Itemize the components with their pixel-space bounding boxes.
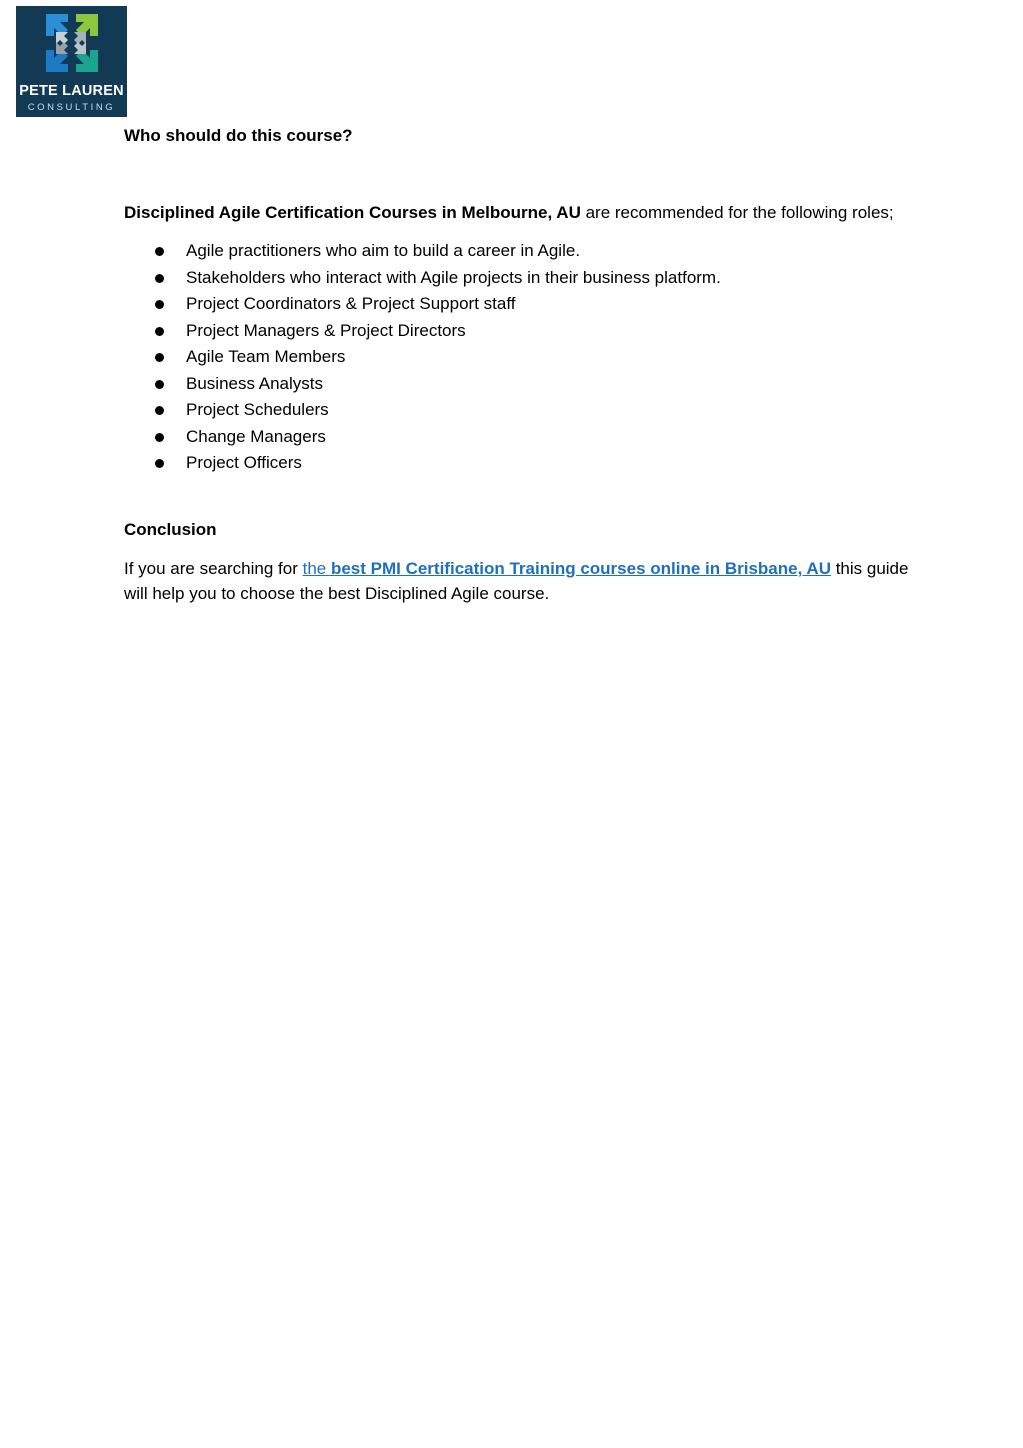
bullet-icon <box>155 353 164 362</box>
pmi-training-link[interactable] <box>303 559 831 578</box>
link-bold-text: best PMI Certification Training courses online in Brisbane, AU <box>330 559 831 578</box>
conclusion-text-before: If you are searching for <box>124 559 303 578</box>
list-item <box>124 373 721 400</box>
list-item-text: Project Schedulers <box>186 400 329 419</box>
bullet-icon <box>155 406 164 415</box>
bullet-icon <box>155 380 164 389</box>
bullet-icon <box>155 433 164 442</box>
list-item <box>124 346 721 373</box>
list-item <box>124 320 721 347</box>
bullet-icon <box>155 327 164 336</box>
bullet-icon <box>155 274 164 283</box>
list-item-text: Project Coordinators & Project Support staff <box>186 294 516 313</box>
company-logo <box>16 6 127 117</box>
bullet-icon <box>155 300 164 309</box>
intro-paragraph <box>124 202 894 224</box>
logo-subtitle: CONSULTING <box>27 102 116 113</box>
list-item-text: Change Managers <box>186 426 326 446</box>
list-item <box>124 240 721 267</box>
list-item <box>124 293 721 320</box>
bullet-icon <box>155 247 164 256</box>
list-item-text: Agile practitioners who aim to build a career in Agile. <box>186 241 581 260</box>
conclusion-paragraph <box>124 556 914 606</box>
section-heading-who: Who should do this course? <box>124 126 353 145</box>
intro-bold-text: Disciplined Agile Certification Courses in Melbourne, AU <box>124 203 581 222</box>
roles-list <box>124 240 721 479</box>
list-item-text: Project Officers <box>186 453 302 472</box>
list-item-text: Agile Team Members <box>186 347 346 366</box>
list-item-text: Stakeholders who interact with Agile projects in their business platform. <box>186 267 721 287</box>
bullet-icon <box>155 459 164 468</box>
list-item-text: Project Managers & Project Directors <box>186 320 466 340</box>
link-plain-text: the <box>302 559 331 578</box>
conclusion-text-after: this guide will help you to choose the best Disciplined Agile course. <box>124 559 909 603</box>
logo-name: PETE LAUREN <box>19 83 124 99</box>
list-item <box>124 426 721 453</box>
list-item-text: Business Analysts <box>186 373 324 393</box>
intro-rest-text: are recommended for the following roles; <box>580 203 894 222</box>
list-item <box>124 267 721 294</box>
list-item <box>124 452 721 479</box>
list-item <box>124 399 721 426</box>
arrows-logo-icon <box>16 6 127 86</box>
section-heading-conclusion: Conclusion <box>124 520 217 539</box>
